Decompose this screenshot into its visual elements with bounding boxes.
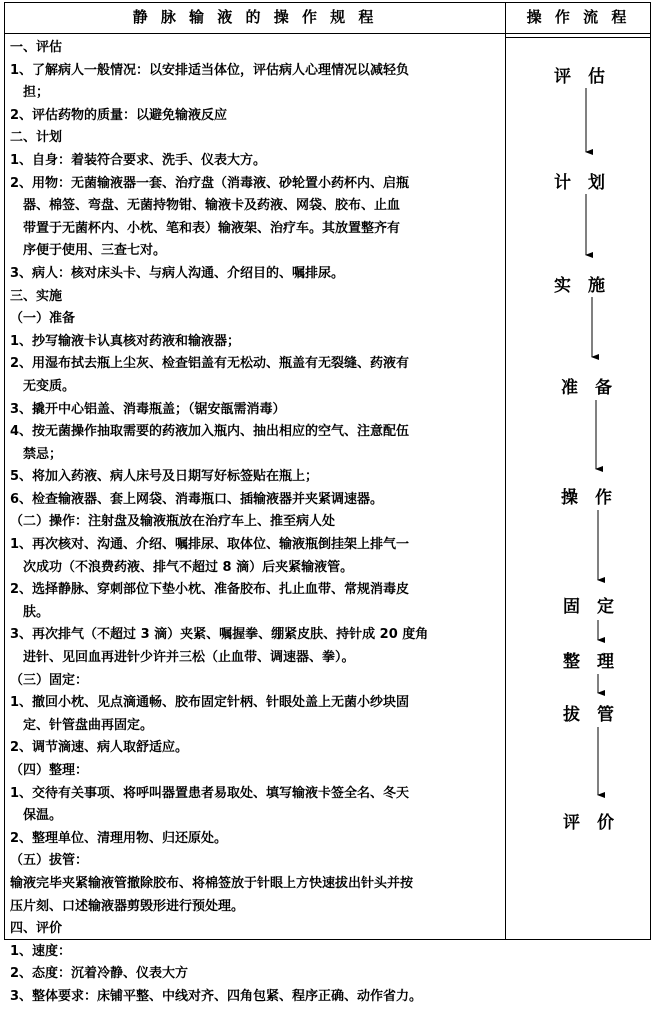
content-line: 压片刻、口述输液器剪毁形进行预处理。 [10, 898, 245, 914]
content-line: 2、用物：无菌输液器一套、治疗盘（消毒液、砂轮置小药杯内、启瓶 [10, 175, 410, 191]
content-line: 1、交待有关事项、将呼叫器置患者易取处、填写输液卡签全名、冬天 [10, 785, 410, 801]
content-line: 2、评估药物的质量：以避免输液反应 [10, 107, 228, 123]
content-line: 带置于无菌杯内、小枕、笔和表）输液架、治疗车。其放置整齐有 [10, 220, 401, 236]
content-line: 3、再次排气（不超过 3 滴）夹紧、嘱握拳、绷紧皮肤、持针成 20 度角 [10, 627, 429, 643]
content-line: 器、棉签、弯盘、无菌持物钳、输液卡及药液、网袋、胶布、止血 [10, 198, 401, 214]
content-line: 担； [10, 85, 50, 101]
content-line: 1、再次核对、沟通、介绍、嘱排尿、取体位、输液瓶倒挂架上排气一 [10, 537, 410, 553]
content-line: 次成功（不浪费药液、排气不超过 8 滴）后夹紧输液管。 [10, 559, 354, 575]
content-line: 进针、见回血再进针少许并三松（止血带、调速器、拳）。 [10, 650, 355, 666]
content-line: 3、病人：核对床头卡、与病人沟通、介绍目的、嘱排尿。 [10, 265, 345, 281]
content-line: 无变质。 [10, 378, 76, 394]
content-line: 1、了解病人一般情况：以安排适当体位，评估病人心理情况以减轻负 [10, 62, 410, 78]
flow-step-arrange: 整 理 [563, 652, 614, 672]
content-line: 序便于使用、三查七对。 [10, 243, 167, 259]
content-line: 2、用湿布拭去瓶上尘灰、检查铝盖有无松动、瓶盖有无裂缝、药液有 [10, 356, 410, 372]
content-line: （五）拔管： [10, 853, 89, 869]
content-line: 保温。 [10, 808, 63, 824]
content-line: （四）整理： [10, 763, 89, 778]
content-line: 三、实施 [10, 288, 63, 304]
content-line: 3、撬开中心铝盖、消毒瓶盖；（锯安瓿需消毒） [10, 401, 286, 417]
content-line: 四、评价 [10, 921, 63, 937]
content-line: 定、针管盘曲再固定。 [10, 717, 154, 733]
content-line: 1、自身：着装符合要求、洗手、仪表大方。 [10, 152, 267, 168]
content-line: （二）操作：注射盘及输液瓶放在治疗车上、推至病人处 [10, 514, 336, 530]
content-line: 5、将加入药液、病人床号及日期写好标签贴在瓶上； [10, 469, 319, 485]
content-line: 二、计划 [10, 130, 63, 146]
content-line: 2、整理单位、清理用物、归还原处。 [10, 830, 228, 846]
content-line: （一）准备 [10, 311, 76, 327]
flow-header: 操 作 流 程 [526, 8, 631, 26]
flow-step-review: 评 价 [563, 813, 614, 833]
content-line: 6、检查输液器、套上网袋、消毒瓶口、插输液器并夹紧调速器。 [10, 491, 384, 507]
flow-step-plan: 计 划 [554, 173, 605, 193]
flow-step-prepare: 准 备 [561, 378, 612, 398]
flow-step-operate: 操 作 [561, 488, 612, 508]
content-line: 4、按无菌操作抽取需要的药液加入瓶内、抽出相应的空气、注意配伍 [10, 424, 410, 440]
content-line: 1、抄写输液卡认真核对药液和输液器； [10, 333, 241, 349]
content-line: 1、速度： [10, 943, 72, 959]
flow-step-implement: 实 施 [554, 276, 605, 296]
content-line: 2、调节滴速、病人取舒适应。 [10, 740, 189, 756]
content-line: （三）固定： [10, 672, 89, 688]
content-line: 2、态度：沉着冷静、仪表大方 [10, 966, 189, 982]
flow-step-fix: 固 定 [563, 597, 614, 617]
content-line: 输液完毕夹紧输液管撤除胶布、将棉签放于针眼上方快速拔出针头并按 [10, 875, 414, 891]
content-line: 肤。 [10, 604, 50, 620]
flow-step-evaluate: 评 估 [554, 67, 605, 87]
flow-step-extubate: 拔 管 [563, 705, 614, 725]
content-line: 3、整体要求：床铺平整、中线对齐、四角包紧、程序正确、动作省力。 [10, 988, 423, 1004]
content-line: 1、撤回小枕、见点滴通畅、胶布固定针柄、针眼处盖上无菌小纱块固 [10, 695, 410, 711]
procedure-header: 静 脉 输 液 的 操 作 规 程 [132, 8, 378, 26]
content-line: 一、评估 [10, 40, 63, 55]
content-line: 禁忌； [10, 446, 63, 462]
content-line: 2、选择静脉、穿刺部位下垫小枕、准备胶布、扎止血带、常规消毒皮 [10, 582, 410, 598]
